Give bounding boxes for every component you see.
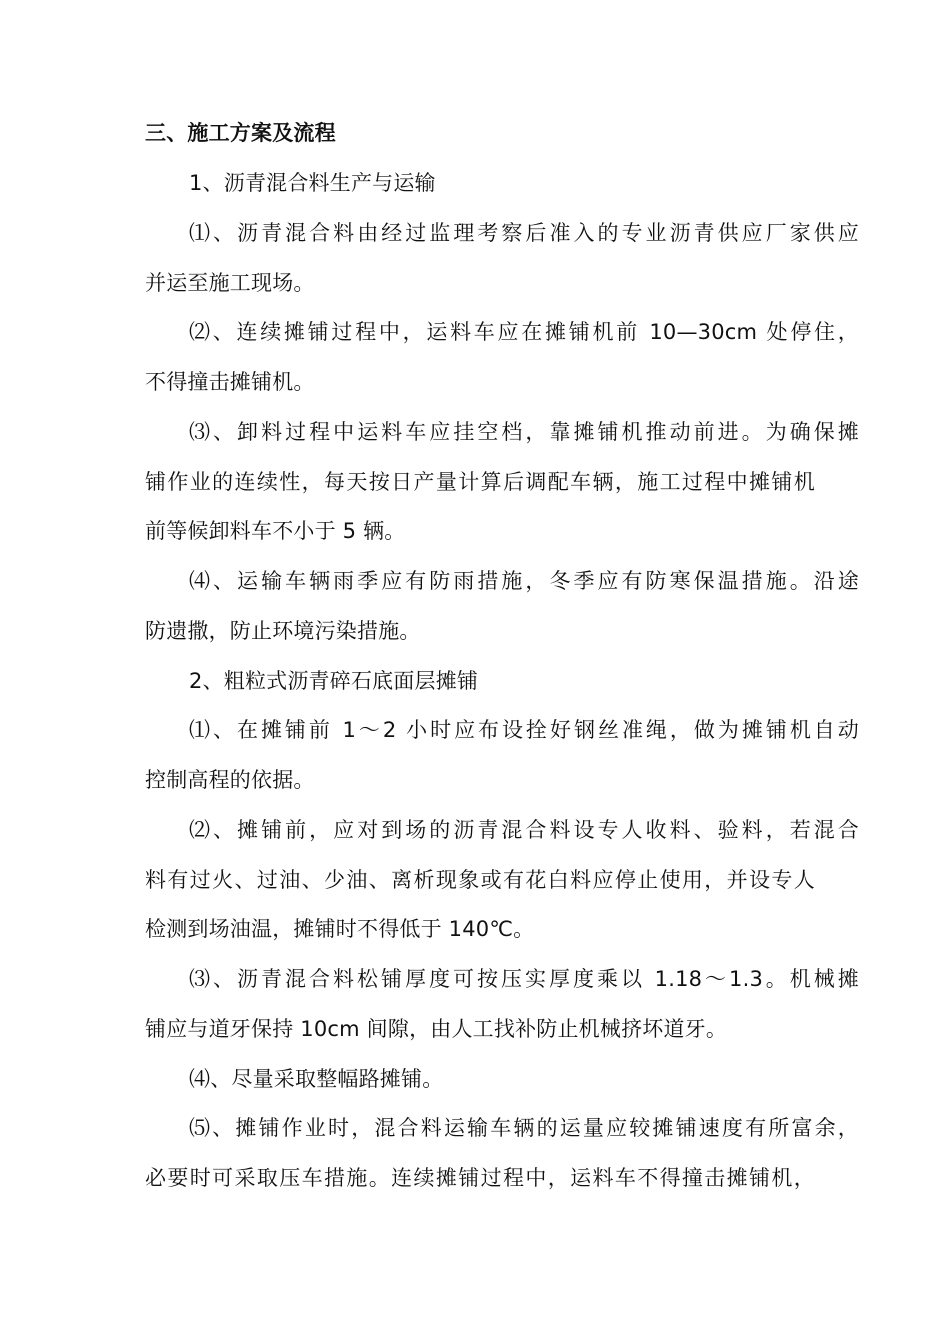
paragraph-1-3-line-2: 铺作业的连续性，每天按日产量计算后调配车辆，施工过程中摊铺机	[145, 470, 815, 494]
paragraph-1-1-line-2: 并运至施工现场。	[145, 271, 315, 295]
paragraph-2-5-line-1: ⑸、摊铺作业时，混合料运输车辆的运量应较摊铺速度有所富余，	[189, 1116, 859, 1140]
paragraph-1-4-line-1: ⑷、运输车辆雨季应有防雨措施，冬季应有防寒保温措施。沿途	[189, 569, 859, 593]
paragraph-2-1-line-1: ⑴、在摊铺前 1～2 小时应布设拴好钢丝准绳，做为摊铺机自动	[189, 718, 859, 742]
paragraph-2-3-line-2: 铺应与道牙保持 10cm 间隙，由人工找补防止机械挤坏道牙。	[145, 1017, 728, 1041]
paragraph-1-3-line-3: 前等候卸料车不小于 5 辆。	[145, 519, 406, 543]
paragraph-1-3-line-1: ⑶、卸料过程中运料车应挂空档，靠摊铺机推动前进。为确保摊	[189, 420, 859, 444]
paragraph-2-2-line-3: 检测到场油温，摊铺时不得低于 140℃。	[145, 917, 535, 941]
paragraph-2-5-line-2: 必要时可采取压车措施。连续摊铺过程中，运料车不得撞击摊铺机，	[145, 1166, 815, 1190]
subsection-2-heading: 2、粗粒式沥青碎石底面层摊铺	[189, 669, 479, 693]
paragraph-1-4-line-2: 防遗撒，防止环境污染措施。	[145, 619, 421, 643]
paragraph-1-1-line-1: ⑴、沥青混合料由经过监理考察后准入的专业沥青供应厂家供应	[189, 221, 859, 245]
paragraph-1-2-line-2: 不得撞击摊铺机。	[145, 370, 315, 394]
section-title: 三、施工方案及流程	[145, 121, 336, 145]
paragraph-2-1-line-2: 控制高程的依据。	[145, 768, 315, 792]
paragraph-1-2-line-1: ⑵、连续摊铺过程中，运料车应在摊铺机前 10—30cm 处停住，	[189, 320, 859, 344]
subsection-1-heading: 1、沥青混合料生产与运输	[189, 171, 436, 195]
paragraph-2-2-line-1: ⑵、摊铺前，应对到场的沥青混合料设专人收料、验料，若混合	[189, 818, 859, 842]
paragraph-2-4-line-1: ⑷、尽量采取整幅路摊铺。	[189, 1067, 444, 1091]
paragraph-2-2-line-2: 料有过火、过油、少油、离析现象或有花白料应停止使用，并设专人	[145, 868, 815, 892]
paragraph-2-3-line-1: ⑶、沥青混合料松铺厚度可按压实厚度乘以 1.18～1.3。机械摊	[189, 967, 859, 991]
